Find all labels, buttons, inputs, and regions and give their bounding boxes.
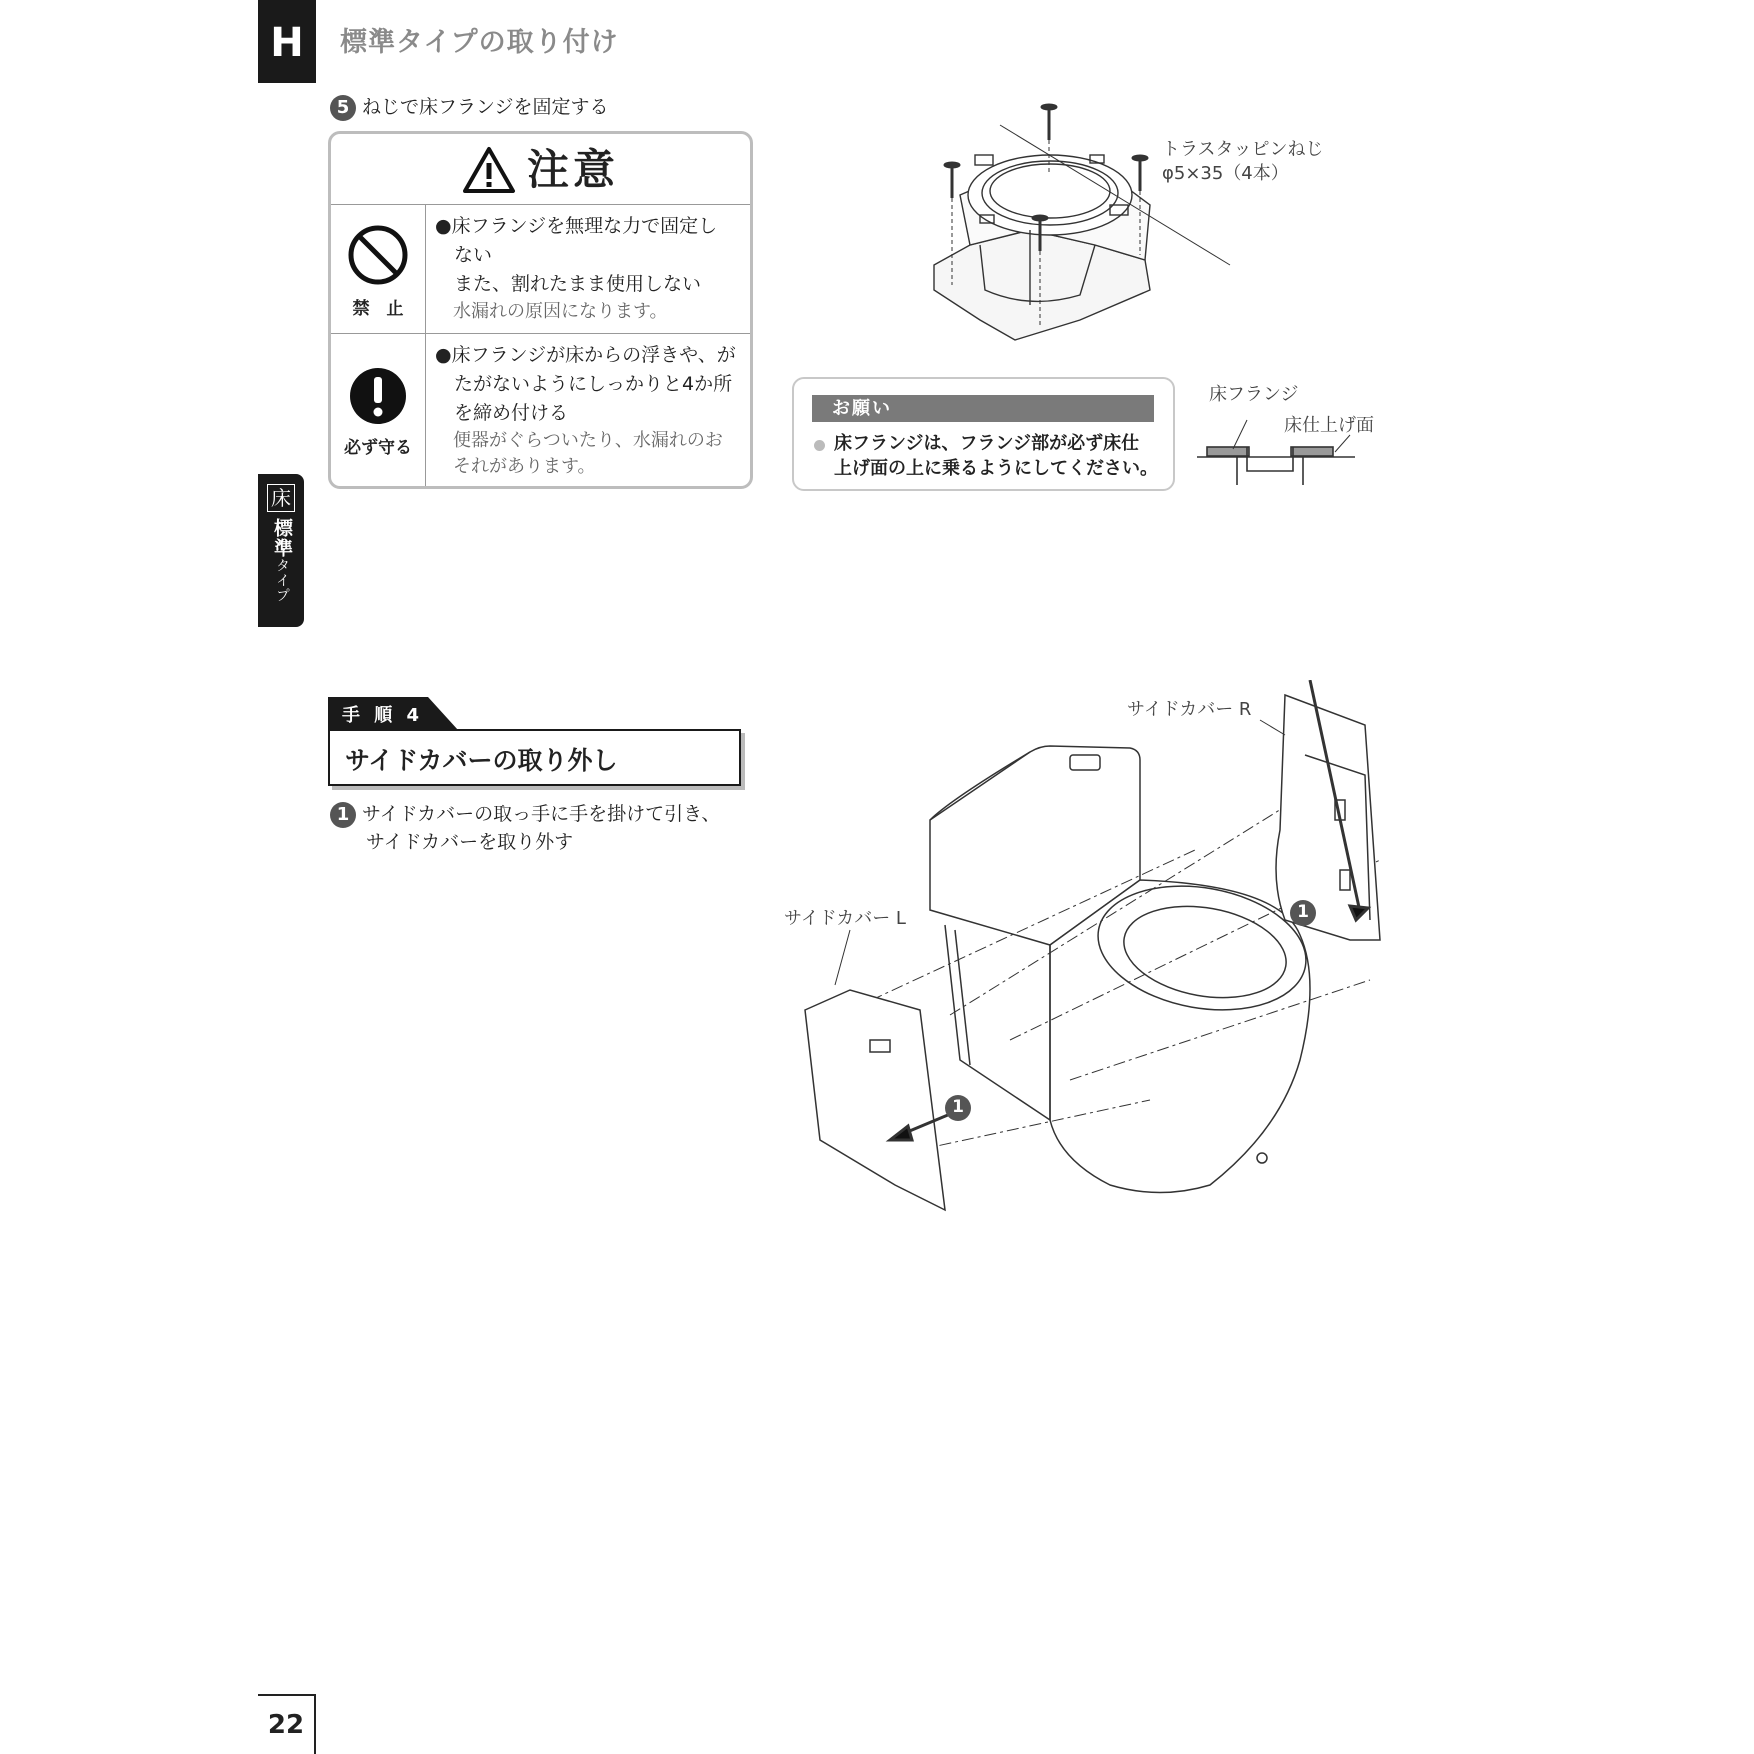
step4-title: サイドカバーの取り外し [345, 746, 618, 775]
side-cover-left-label: サイドカバー L [784, 908, 906, 929]
mandatory-label: 必ず守る [344, 438, 412, 458]
warning-triangle-icon [462, 146, 516, 194]
side-tab-label: 標準タイプ [271, 518, 293, 603]
section-title: 標準タイプの取り付け [340, 27, 619, 58]
request-box [792, 377, 1175, 491]
prohibit-icon [347, 224, 409, 286]
step-number-badge: 5 [330, 95, 356, 121]
exclamation-icon [348, 366, 408, 426]
floor-flange-screws-illustration [920, 95, 1240, 350]
caution-text-2: ●床フランジが床からの浮きや、が たがないようにしっかりと4か所 を締め付ける 便器がぐらついたり、水漏れのお それがあります。 [435, 344, 736, 477]
flange-label: 床フランジ [1209, 384, 1299, 405]
side-tab [258, 474, 304, 627]
step-number-badge: 1 [330, 802, 356, 828]
floor-surface-label: 床仕上げ面 [1284, 415, 1374, 436]
caution-box [328, 131, 753, 489]
step-marker-left-label: 1 [952, 1097, 964, 1117]
request-text: 床フランジは、フランジ部が必ず床仕 上げ面の上に乗るようにしてください。 [834, 433, 1158, 479]
toilet-side-cover-illustration [780, 680, 1440, 1220]
caution-icon-cell [331, 204, 426, 333]
section-badge: H [258, 0, 316, 83]
screw-label: トラスタッピンねじ φ5×35（4本） [1162, 139, 1324, 184]
page-number: 22 [258, 1694, 316, 1754]
caution-row-prohibit [331, 204, 750, 334]
caution-row-mandatory [331, 333, 750, 486]
caution-header [331, 134, 750, 205]
prohibit-label: 禁 止 [352, 299, 404, 319]
step5-text: ねじで床フランジを固定する [362, 96, 609, 118]
step4-tab [328, 697, 458, 730]
side-cover-right-label: サイドカバー R [1127, 699, 1252, 720]
step5-instruction [330, 92, 609, 121]
caution-icon-cell [331, 333, 426, 486]
request-title: お願い [812, 395, 1154, 422]
step4-tab-label: 手 順 4 [342, 705, 424, 726]
step4-title-box [328, 729, 741, 786]
step-marker-right-label: 1 [1297, 902, 1309, 922]
side-tab-box-char: 床 [267, 484, 295, 512]
step4-instruction: 1 サイドカバーの取っ手に手を掛けて引き、 サイドカバーを取り外す [330, 800, 720, 856]
caution-text-1: ●床フランジを無理な力で固定し ない また、割れたまま使用しない 水漏れの原因になります。 [435, 215, 718, 322]
bullet-dot-icon [814, 440, 825, 451]
caution-title: 注意 [527, 145, 620, 194]
